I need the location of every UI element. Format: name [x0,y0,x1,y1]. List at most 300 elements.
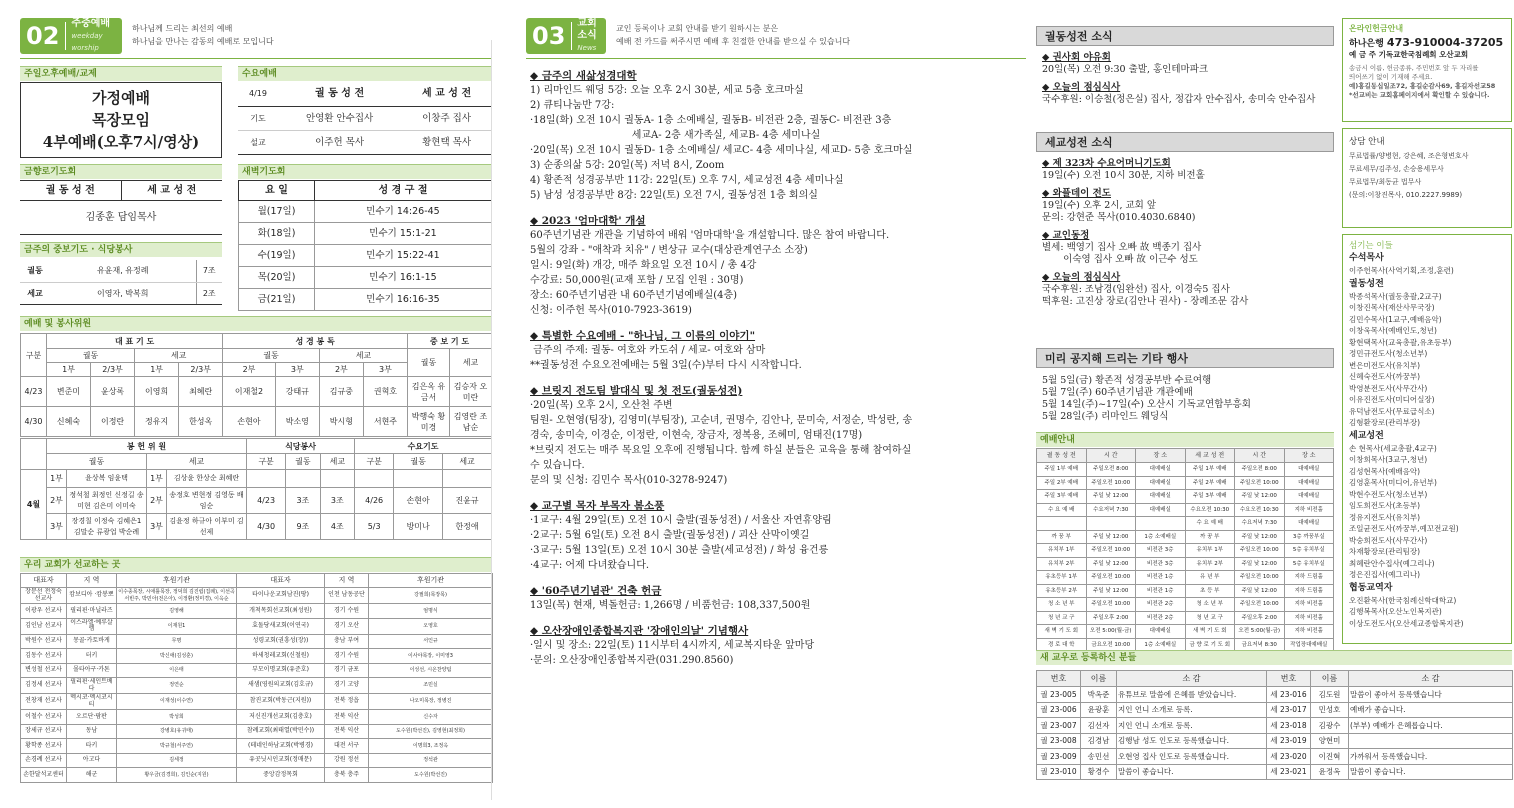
worship-cell: 까 꿍 부 [1185,530,1235,544]
text: 세교 [443,454,492,470]
mission-cell: 새샘(영원의교회(김호규) [237,678,325,694]
worship-cell: 대예배실 [1136,490,1186,504]
worship-cell: 금요오전 10:00 [1086,638,1136,652]
table-row [20,201,222,235]
worship-row [1037,476,1334,490]
worship-cell: 주일 낮 12:00 [1086,530,1136,544]
gd-news [1042,52,1334,112]
newcomer-cell: 박옥준 [1081,687,1117,703]
mission-cell: 중앙감정목회 [237,768,325,783]
worship-cell: 새 벽 기 도 회 [1037,625,1087,639]
staff-line: 박종석목사(궐동총괄,2교구) [1349,291,1442,301]
mission-cell: 강필희(목장목) [369,588,493,604]
staff-line: 이창진목사(재산사무국장) [1349,303,1435,312]
text: 1부 [147,470,167,488]
text: 번호 [1267,671,1311,687]
news-line: 13일(목) 현재, 벽돌헌금: 1,266명 / 비품헌금: 108,337,500원 [530,600,811,611]
newcomer-row [1037,733,1513,749]
text: 이재철2 [223,377,276,407]
worship-cell: 3층 까꿍부실 [1284,530,1334,544]
news-heading-text: ◆ '60주년기념관' 건축 헌금 [530,585,662,597]
table-cell [355,470,394,488]
staff-line: 김형환장로(관리부장) [1349,418,1421,427]
mission-cell: (테네인하남교회(박병경) [237,739,325,754]
worship-cell: 주일오전 8:00 [1235,463,1285,477]
text: 세 교 성 전 [1185,449,1235,463]
table-row [239,201,492,223]
mission-cell: 박규철(서주연) [117,739,237,754]
item-heading-text: ◆ 제 323차 수요어머니기도회 [1042,158,1171,169]
text: 송정호 변현정 김영동 배임순 [167,488,247,514]
text: 상담 안내 [1349,137,1385,147]
newcomer-cell: 오현영 집사 인도로 등록했습니다. [1117,749,1267,765]
news-heading [530,383,1028,398]
text: 최혜란 [179,377,223,407]
sunday-title: 주일오후예배/교제 [20,66,222,81]
news-line: 장소: 60주년기념관 내 60주년기념예배실(4층) [530,290,738,301]
text: 윤상복 임윤택 [67,470,147,488]
mission-cell: 정석관 [369,753,493,768]
text: 예 금 주 [1349,50,1376,59]
news-line: ·20일(목) 오전 10시 궐동D- 1층 소예배실/ 세교C- 4층 세미나실, 세교D- 5층 호크마실 [530,145,913,156]
text: 이창주 집사 [401,106,492,130]
text: 이름 [1081,671,1117,687]
text: 2/3부 [179,363,223,377]
newcomer-cell: 송민선 [1081,749,1117,765]
worship-cell: 청 년 교 구 [1037,611,1087,625]
text: 박시형 [319,407,363,437]
text: 시 간 [1235,449,1285,463]
mission-title: 우리 교회가 선교하는 곳 [20,557,492,572]
wed-table [238,82,492,155]
table-row [20,181,222,201]
mission-cell: 손한달석교센터 [21,768,67,783]
mission-cell: 개척목회선교회(최성원) [237,604,325,619]
worship-cell: 주일오전 10:00 [1086,476,1136,490]
mission-cell: 멕시코·멕시코시티 [67,694,117,710]
mission-cell: 황우금(김경희), 김인순(지원) [117,768,237,783]
worship-cell: 청 년 교 구 [1185,611,1235,625]
news-heading [530,583,1028,598]
worship-cell: 작업장대예배실 [1284,638,1334,652]
worship-cell: 경 로 대 학 [1037,638,1087,652]
mission-cell: 부모이명교회(유준호) [237,663,325,678]
table-row [239,245,492,267]
text: 김상윤 한상순 최혜란 [167,470,247,488]
text: 4/26 [355,488,394,514]
mission-cell: 변성철 선교사 [21,663,67,678]
news-heading-text: ◆ 특별한 수요예배 - "하나님, 그 이름의 이야기" [530,330,756,342]
worship-cell: 대예배실 [1284,517,1334,531]
text: 가정예배 [92,89,150,107]
text: 예)홍길동십일조72, 홍길순감사69, 홍길자선교58 [1349,82,1496,90]
news-column [530,68,1028,678]
table-row [239,181,492,201]
text: 윤상록 [91,377,135,407]
news-line: ·3교구: 5월 13일(토) 오전 10시 30분 출발(세교성전) / 화성 융건릉 [530,545,829,556]
mission-cell: 동남 [67,724,117,739]
newcomer-cell: 궐 23-009 [1037,749,1081,765]
section-number: 02 [20,22,66,50]
staff-heading: 세교성전 [1349,430,1384,441]
mission-cell: 이명희3, 조정옥 [369,739,493,754]
mission-row [21,649,493,664]
staff-line: 신혜숙전도사(까꿍부) [1349,372,1421,381]
text: 2부 [147,488,167,514]
newcomer-cell: 세 23-017 [1267,702,1311,718]
table-cell [394,470,443,488]
worship-cell: 비전관 2층 [1136,611,1186,625]
mission-cell: 참진교회(박동근(지원)) [237,694,325,710]
table-row [238,106,492,130]
worship-cell: 비전관 3층 [1136,557,1186,571]
table-cell [320,470,354,488]
worship-cell: 지하 드림홀 [1284,571,1334,585]
newcomer-cell: 유튜브로 말씀에 은혜를 받았습니다. [1117,687,1267,703]
text: 4/19 [238,82,278,106]
account-number: 473-910004-37205 [1386,36,1504,49]
worship-row [1037,530,1334,544]
worship-cell: 1층 소예배실 [1136,638,1186,652]
text: 이정란 [91,407,135,437]
staff-line: 차재황장로(관리팀장) [1349,547,1421,556]
text: 3부 [275,363,319,377]
text: 금(21일) [239,289,315,311]
mission-cell: 몰타아구·카톤 [67,663,117,678]
news-item [530,68,1028,203]
text: 하나은행 [1349,39,1384,49]
table-row [21,377,492,407]
table-row [238,130,492,154]
mission-cell: 인천 남동공단 [325,588,369,604]
staff-line: 박현수전도사(청소년부) [1349,489,1428,499]
news-line: 세교A- 2층 새가족실, 세교B- 4층 세미나실 [530,130,821,141]
staff-line: 이주헌목사(사역기획,조정,훈련) [1349,266,1454,275]
worship-cell: 주일 3부 예배 [1037,490,1087,504]
worship-cell: 주일오전 10:00 [1086,598,1136,612]
news-item [530,583,1028,613]
table-row [21,407,492,437]
worship-cell: 주일 1부 예배 [1185,463,1235,477]
worship-row [1037,625,1334,639]
mission-cell: 박신애(김성훈) [117,649,237,664]
worship-cell: 주일 2부 예배 [1037,476,1087,490]
mission-cell: 몽골·카토바게 [67,634,117,649]
worship-cell: 지하 비전홀 [1284,503,1334,517]
staff-line: 김민수목사(1교구,예배음악) [1349,314,1442,324]
mission-cell: 충남 부여 [325,634,369,649]
worship-cell [1086,517,1136,531]
text: 김종훈 담임목사 [20,201,222,235]
text: 5월 5일(금) 황존적 성경공부반 수료여행 [1042,375,1212,386]
item-heading [1042,82,1334,94]
text: 4/30 [247,514,286,540]
worship-cell: 지하 비전홀 [1284,611,1334,625]
text: 1부 [47,363,91,377]
news-line: 60주년기념관 개관을 기념하여 배워 '엄마대학'을 개설합니다. 많은 참여 바랍니다. [530,230,890,241]
text: 설교 [238,130,278,154]
worship-title: 예배안내 [1036,432,1334,447]
mission-cell: 조민실 [369,678,493,694]
mission-cell: 김영해 [117,604,237,619]
mission-cell: 강병호(유귀태) [117,724,237,739]
mission-cell: 이재원1 [117,618,237,634]
news-line: 5) 남성 성경공부반 8강: 22일(토) 오전 7시, 궐동성전 1층 회의실 [530,190,818,201]
mission-row [21,724,493,739]
text: 목(20일) [239,267,315,289]
news-line: **궐동성전 수요오전예배는 5월 3일(수)부터 다시 시작합니다. [530,360,802,371]
staff-line: 정은진집사(예그리나) [1349,570,1421,579]
prayer-table [20,260,222,305]
offering-table [20,438,492,540]
table-row [239,223,492,245]
text: 이름 [1311,671,1349,687]
text: 4/23 [21,377,47,407]
newcomer-table [1036,670,1513,780]
news-heading-text: ◆ 오산장애인종합복지관 '장애인의날' 기념행사 [530,625,749,637]
worship-cell [1037,517,1087,531]
table-row [21,439,492,454]
text: 대표자 [237,574,325,588]
mission-cell: 무명 [117,634,237,649]
news-line: ·일시 및 장소: 22일(토) 11시부터 4시까지, 세교복지타운 앞마당 [530,640,815,651]
text: 2부 [223,363,276,377]
newcomer-cell: 김선자 [1081,718,1117,734]
mission-cell: 충북 충주 [325,768,369,783]
text: (문의:이창진목사, 010.2227.9989) [1349,191,1463,199]
text: 민수기 16:1-15 [315,267,492,289]
worship-cell: 유초등부 1부 [1037,571,1087,585]
mission-cell: 오르단·팜판 [67,710,117,725]
newcomer-cell: 궐 23-010 [1037,764,1081,780]
text: 3부 [363,363,407,377]
worship-cell: 오전 5:00(월-금) [1235,625,1285,639]
mission-cell: 손경례 선교사 [21,753,67,768]
text: 궐동 [47,349,135,363]
news-heading-text: ◆ 2023 '엄마대학' 개설 [530,215,646,227]
newcomer-row [1037,749,1513,765]
newcomer-cell: 궐 23-006 [1037,702,1081,718]
news-line: *브릿지 전도는 매주 목요일 오후에 진행됩니다. 함께 하실 분들은 교육을 통해 참여하실 [530,445,912,456]
table-row [239,289,492,311]
mission-table [20,573,493,783]
news-line: 2) 큐티나눔반 7강: [530,100,615,111]
mission-cell: 전북 정읍 [325,694,369,710]
mission-cell: 필리핀·마닐라즈 [67,604,117,619]
text: 세 교 성 전 [401,82,492,106]
text: 세교 [450,349,492,377]
mission-row [21,710,493,725]
newcomer-cell: 김도원 [1311,687,1349,703]
mission-cell: 박성희 [117,710,237,725]
text: 무료법률/양병현, 강은혜, 조은형변호사 [1349,152,1469,160]
mission-cell: 이스라엘·예루살렘 [67,618,117,634]
text: 3조 [286,488,320,514]
worship-cell: 오전 5:00(월-금) [1086,625,1136,639]
worship-row [1037,544,1334,558]
newcomer-cell: 궐 23-008 [1037,733,1081,749]
container [66,18,122,54]
mission-cell: 김인남 선교사 [21,618,67,634]
text: 세 교 성 전 [121,181,222,201]
prayer-title: 금주의 중보기도 · 식당봉사 [20,242,222,257]
item-line: 국수후원: 조남경(임완선) 집사, 이경숙5 집사 [1042,284,1230,295]
staff-heading: 협동교역자 [1349,582,1393,593]
text: 3부 [47,514,67,540]
text: 2부 [319,363,363,377]
item-heading-text: ◆ 권사회 야유회 [1042,52,1111,63]
worship-table [1036,448,1334,652]
worship-cell: 대예배실 [1136,503,1186,517]
worship-cell: 수요오전 10:30 [1185,503,1235,517]
text: 기독교한국침례회 오산교회 [1378,50,1469,59]
page-fold [491,40,492,800]
container [1349,49,1505,60]
table-row [238,82,492,106]
worship-cell: 비전관 3층 [1136,544,1186,558]
divider [20,58,492,59]
section-subtitle: weekday worship [71,32,103,52]
event-title: 미리 공지해 드리는 기타 행사 [1036,348,1334,368]
worship-cell: 지하 비전홀 [1284,625,1334,639]
worship-cell: 주일 2부 예배 [1185,476,1235,490]
worship-cell: 주일오전 10:00 [1086,571,1136,585]
text: 봉 헌 위 원 [47,439,247,454]
item-line: 이숙영 집사 오빠 故 이근수 성도 [1042,254,1198,265]
news-line: ·문의: 오산장애인종합복지관(031.290.8560) [530,655,734,666]
text: 목장모임 [92,111,150,129]
item-line: 국수후원: 이승철(정은실) 집사, 정갑자 안수집사, 송미숙 안수집사 [1042,94,1316,105]
text: 월(17일) [239,201,315,223]
worship-cell: 대예배실 [1284,463,1334,477]
newcomer-cell: 김행남 성도 인도로 등록했습니다. [1117,733,1267,749]
text: 신혜숙 [47,407,91,437]
text: 5월 28일(주) 리마인드 웨딩식 [1042,411,1169,422]
worship-cell: 주일 낮 12:00 [1235,584,1285,598]
mission-cell: 이광우 선교사 [21,604,67,619]
news-item [530,213,1028,318]
text: 강태규 [275,377,319,407]
staff-line: 오진환목사(한국침례신학대학교) [1349,595,1457,605]
mission-cell: 이성선, 시온찬양팀 [369,663,493,678]
text: 후원기관 [369,574,493,588]
table-cell [21,439,47,470]
staff-line: 정유지전도사(유치부) [1349,512,1421,522]
left-page [0,0,492,808]
right-page [520,0,1514,808]
table-cell [286,470,320,488]
mission-cell: 도수원(박선진), 김영현(최정희) [369,724,493,739]
table-row [21,454,492,470]
newcomer-cell: 지인 언니 소개로 등록. [1117,702,1267,718]
newcomer-row [1037,702,1513,718]
news-heading [530,328,1028,343]
mission-row [21,768,493,783]
text: 1부 [135,363,179,377]
newcomer-cell: 궐 23-007 [1037,718,1081,734]
worship-cell: 1층 소예배실 [1136,530,1186,544]
news-line: ·1교구: 4월 29일(토) 오전 10시 출발(궐동성전) / 서울산 자연휴양림 [530,515,832,526]
newcomer-cell: (부부) 예배가 은혜롭습니다. [1349,718,1513,734]
container [1349,64,1505,100]
mission-cell: 박원수 선교사 [21,634,67,649]
text: 장경칠 이정숙 김혜은1 김말순 류광업 박순례 [67,514,147,540]
worship-cell: 까 꿍 부 [1037,530,1087,544]
text: 섬기는 이들 [1349,241,1393,251]
text: 변준미 [47,377,91,407]
text: 세교 [135,349,223,363]
news-line: ·2교구: 5월 6일(토) 오전 8시 출발(궐동성전) / 괴산 산막이옛길 [530,530,810,541]
text: 4조 [320,514,354,540]
staff-list [1349,251,1505,629]
mission-cell: 장세규 선교사 [21,724,67,739]
text: 4/30 [21,407,47,437]
mission-cell: 터키 [67,649,117,664]
news-heading [530,623,1028,638]
mission-cell: 김동수 선교사 [21,649,67,664]
text: 교인 등록이나 교회 안내를 받기 원하시는 분은 [616,24,779,33]
container [1042,308,1334,314]
worship-cell: 주일오후 2:00 [1235,611,1285,625]
text: 후원기관 [117,574,237,588]
item-heading-text: ◆ 와플데이 전도 [1042,188,1111,199]
worship-cell: 주일오전 10:00 [1235,476,1285,490]
text: 예배 전 카드를 써주시면 예배 후 친절한 안내를 받으실 수 있습니다 [616,37,851,46]
text: 한성옥 [179,407,223,437]
text: 4부예배(오후7시/영상) [42,133,200,151]
mission-cell: 유곳닛시인교회(정매문) [237,753,325,768]
text: 9조 [286,514,320,540]
news-heading-text: ◆ 브릿지 전도팀 발대식 및 첫 전도(궐동성전) [530,385,743,397]
newcomer-row [1037,718,1513,734]
news-heading [530,213,1028,228]
news-heading [530,498,1028,513]
worship-cell: 수요오전 10:30 [1235,503,1285,517]
mission-cell: 경기 수원 [325,604,369,619]
mission-cell: 아고다 [67,753,117,768]
news-line: 일시: 9일(화) 개강, 매주 화요일 오전 10시 / 총 4강 [530,260,757,271]
table-row [239,267,492,289]
newcomer-cell [1349,733,1513,749]
text: 소 감 [1117,671,1267,687]
table-row [20,282,222,304]
news-line: 3) 순종의삶 5강: 20일(목) 저녁 8시, Zoom [530,160,725,171]
worship-cell [1136,517,1186,531]
text: 구분 [21,334,47,377]
news-item [530,498,1028,573]
sg-news [1042,158,1334,314]
text: 식당봉사 [247,439,355,454]
mission-cell: 필리핀·세인트베다 [67,678,117,694]
newcomer-cell: 김경남 [1081,733,1117,749]
mission-row [21,739,493,754]
mission-cell: 강원 정선 [325,753,369,768]
mission-cell: 하세청레교회(신철원) [237,649,325,664]
worship-cell: 대예배실 [1136,463,1186,477]
text: 김윤정 하규아 이부미 김선제 [167,514,247,540]
worship-cell: 5층 유치부실 [1284,544,1334,558]
staff-line: 김성현목사(예배음악) [1349,466,1421,476]
mission-cell: 경기 고양 [325,678,369,694]
newcomer-cell: 민성호 [1311,702,1349,718]
text: 무료세무/김주성, 손승용세무사 [1349,165,1444,173]
container [1349,36,1505,49]
newcomer-cell: 양현미 [1311,733,1349,749]
staff-line: 박숭희전도사(사무간사) [1349,535,1428,545]
worship-cell: 주일오전 8:00 [1086,463,1136,477]
text: 세교 [319,349,407,363]
newcomer-cell: 세 23-018 [1267,718,1311,734]
